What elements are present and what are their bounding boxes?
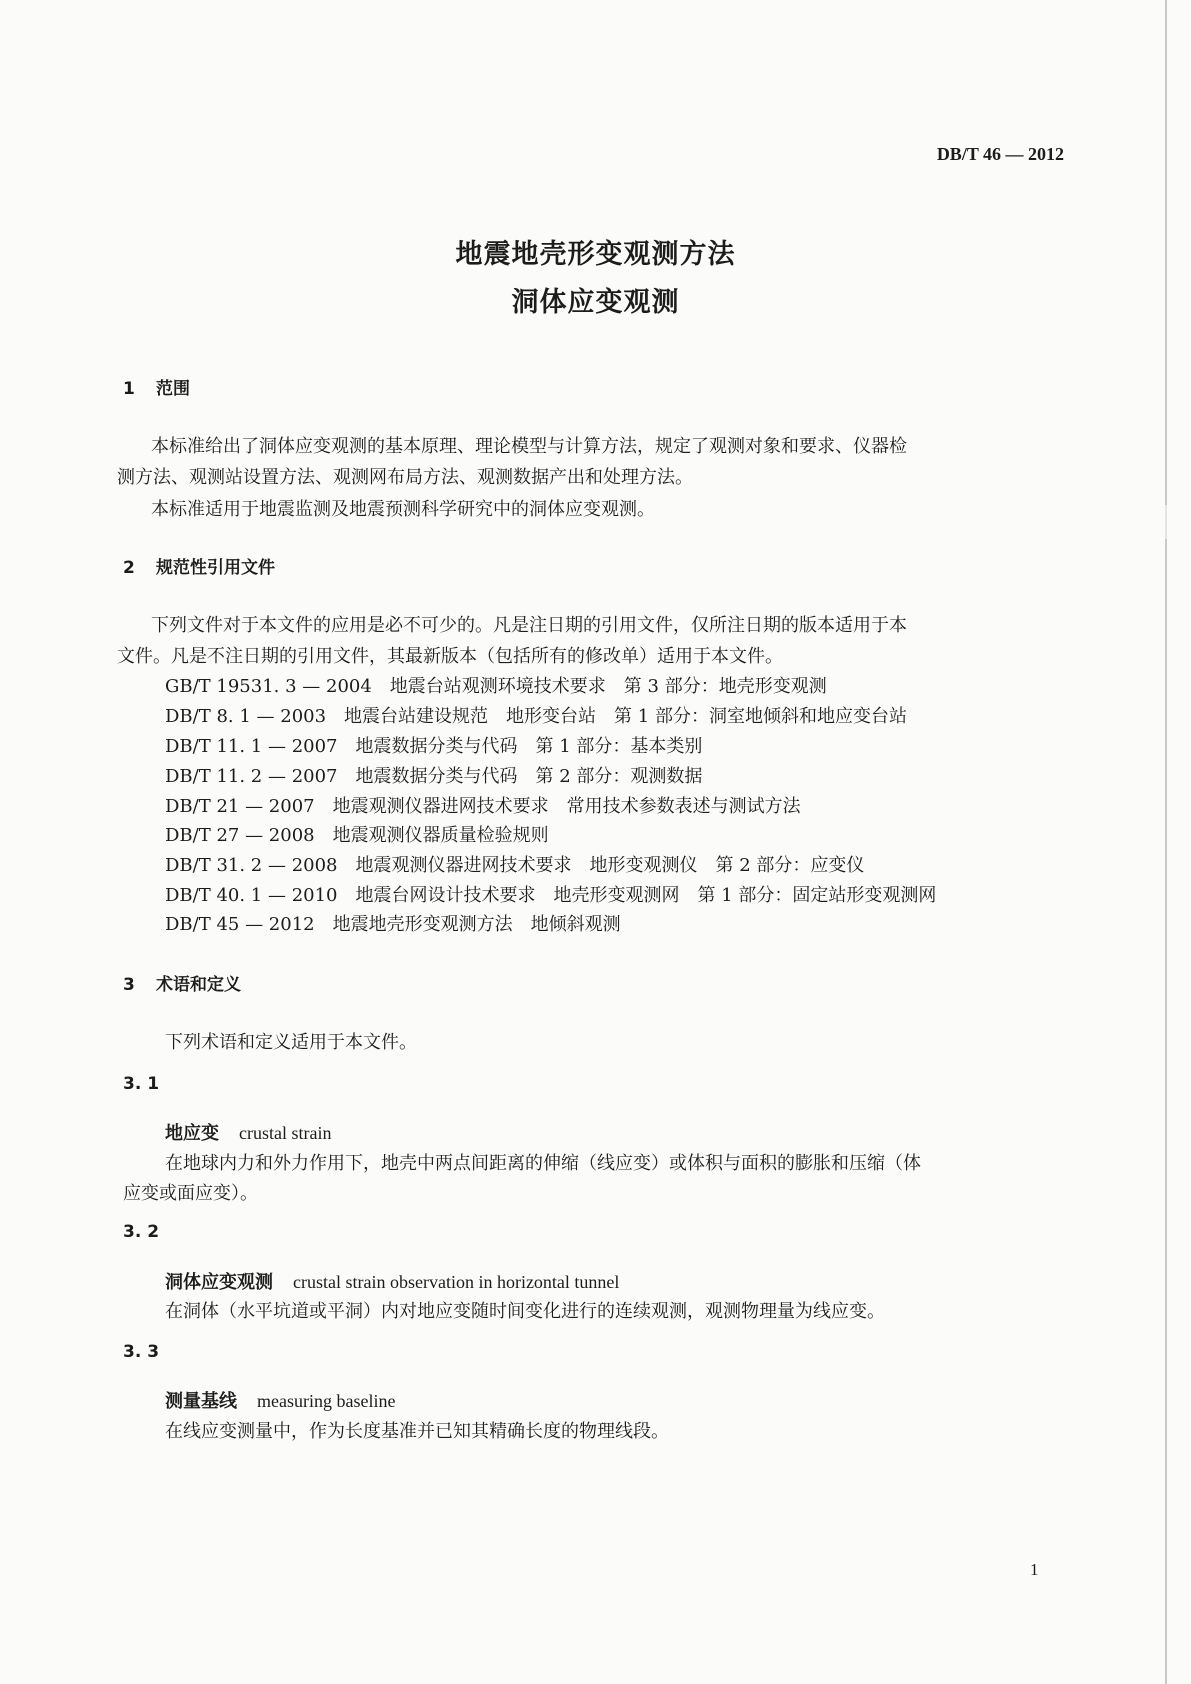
reference-item: DB/T 45 — 2012 地震地壳形变观测方法 地倾斜观测	[165, 914, 621, 935]
document-title-line1: 地震地壳形变观测方法	[455, 239, 736, 270]
standard-number: DB/T 46 — 2012	[936, 144, 1064, 164]
term-clause-number: 3. 3	[123, 1342, 160, 1362]
section-2-intro-line: 下列文件对于本文件的应用是必不可少的。凡是注日期的引用文件，仅所注日期的版本适用于本	[151, 615, 907, 636]
reference-item: DB/T 11. 2 — 2007 地震数据分类与代码 第 2 部分：观测数据	[165, 766, 703, 787]
section-2-heading	[123, 553, 275, 578]
document-title-line2: 洞体应变观测	[511, 287, 680, 318]
section-3-heading	[123, 970, 241, 995]
section-title: 规范性引用文件	[156, 558, 275, 578]
section-number: 3	[123, 975, 135, 995]
reference-item: DB/T 11. 1 — 2007 地震数据分类与代码 第 1 部分：基本类别	[165, 736, 703, 757]
term-chinese: 洞体应变观测	[165, 1272, 273, 1293]
section-1-heading	[123, 374, 190, 399]
section-1-paragraph-line: 测方法、观测站设置方法、观测网布局方法、观测数据产出和处理方法。	[117, 467, 693, 488]
term-entry	[165, 1119, 331, 1145]
term-definition-line: 在地球内力和外力作用下，地壳中两点间距离的伸缩（线应变）或体积与面积的膨胀和压缩（体	[165, 1153, 921, 1174]
term-english: crustal strain	[239, 1123, 332, 1143]
section-number: 2	[123, 558, 135, 578]
reference-item: DB/T 8. 1 — 2003 地震台站建设规范 地形变台站 第 1 部分：洞室地倾斜和地应变台站	[165, 706, 907, 727]
section-title: 范围	[156, 379, 190, 399]
section-2-intro-line: 文件。凡是不注日期的引用文件，其最新版本（包括所有的修改单）适用于本文件。	[117, 646, 783, 667]
section-1-paragraph-line: 本标准给出了洞体应变观测的基本原理、理论模型与计算方法，规定了观测对象和要求、仪器检	[151, 436, 907, 457]
page-number: 1	[1030, 1560, 1039, 1579]
term-entry	[165, 1268, 619, 1294]
term-chinese: 测量基线	[165, 1391, 237, 1412]
term-chinese: 地应变	[165, 1123, 219, 1144]
term-english: measuring baseline	[257, 1391, 396, 1411]
reference-item: DB/T 21 — 2007 地震观测仪器进网技术要求 常用技术参数表述与测试方法	[165, 796, 801, 817]
reference-item: DB/T 27 — 2008 地震观测仪器质量检验规则	[165, 825, 549, 846]
term-english: crustal strain observation in horizontal tunnel	[293, 1272, 620, 1292]
section-number: 1	[123, 379, 135, 399]
term-clause-number: 3. 2	[123, 1222, 160, 1242]
term-definition-line: 在线应变测量中，作为长度基准并已知其精确长度的物理线段。	[165, 1421, 669, 1442]
section-title: 术语和定义	[156, 975, 241, 995]
term-definition-line: 在洞体（水平坑道或平洞）内对地应变随时间变化进行的连续观测，观测物理量为线应变。	[165, 1301, 885, 1322]
term-definition-line: 应变或面应变）。	[123, 1183, 258, 1204]
section-1-paragraph: 本标准适用于地震监测及地震预测科学研究中的洞体应变观测。	[151, 499, 655, 520]
reference-item: GB/T 19531. 3 — 2004 地震台站观测环境技术要求 第 3 部分：地壳形变观测	[165, 676, 827, 697]
term-entry	[165, 1387, 395, 1413]
reference-item: DB/T 31. 2 — 2008 地震观测仪器进网技术要求 地形变观测仪 第 2 部分：应变仪	[165, 855, 865, 876]
reference-item: DB/T 40. 1 — 2010 地震台网设计技术要求 地壳形变观测网 第 1 部分：固定站形变观测网	[165, 885, 937, 906]
term-clause-number: 3. 1	[123, 1074, 160, 1094]
section-3-intro: 下列术语和定义适用于本文件。	[165, 1032, 417, 1053]
